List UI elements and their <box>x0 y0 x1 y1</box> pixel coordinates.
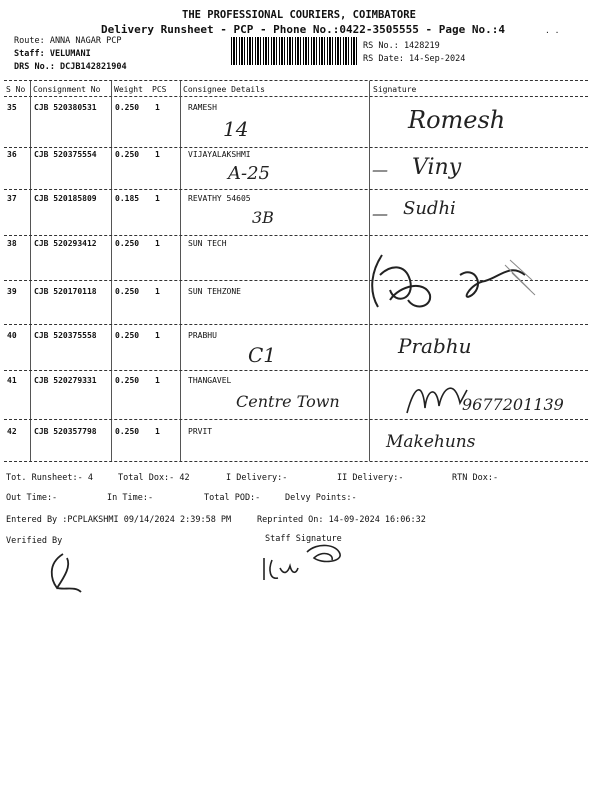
divider <box>4 461 588 462</box>
row-consignment: CJB 520380531 <box>34 103 97 112</box>
handwritten-note: Centre Town <box>236 392 340 411</box>
column-line <box>111 81 112 461</box>
divider <box>4 370 588 371</box>
column-line <box>180 81 181 461</box>
row-signature: Makehuns <box>386 432 476 452</box>
row-pcs: 1 <box>155 427 160 436</box>
row-weight: 0.250 <box>115 331 140 340</box>
dash-mark: — <box>372 160 388 179</box>
dash-mark: — <box>372 204 388 223</box>
row-weight: 0.250 <box>115 103 140 112</box>
row-consignee: THANGAVEL <box>188 376 232 385</box>
rs-number: RS No.: 1428219 <box>363 41 440 51</box>
out-time: Out Time:- <box>6 493 58 503</box>
row-pcs: 1 <box>155 331 160 340</box>
company-title: THE PROFESSIONAL COURIERS, COIMBATORE <box>182 9 416 21</box>
total-dox: Total Dox:- 42 <box>118 473 190 483</box>
row-consignee: RAMESH <box>188 103 217 112</box>
verifier-signature <box>45 550 85 595</box>
row-consignment: CJB 520357798 <box>34 427 97 436</box>
staff-signature <box>262 540 352 585</box>
total-pod: Total POD:- <box>204 493 261 503</box>
row-sno: 41 <box>7 376 17 385</box>
col-consignment: Consignment No <box>33 85 101 94</box>
ii-delivery: II Delivery:- <box>337 473 404 483</box>
rtn-dox: RTN Dox:- <box>452 473 499 483</box>
row-consignee: SUN TECH <box>188 239 227 248</box>
route-label: Route: ANNA NAGAR PCP <box>14 36 122 46</box>
handwritten-note: C1 <box>248 343 277 367</box>
divider <box>4 96 588 97</box>
col-weight: Weight <box>114 85 143 94</box>
row-sno: 37 <box>7 194 17 203</box>
row-pcs: 1 <box>155 287 160 296</box>
staff-signature-label: Staff Signature <box>265 534 342 544</box>
column-line <box>30 81 31 461</box>
row-signature: Viny <box>412 155 462 180</box>
row-consignment: CJB 520185809 <box>34 194 97 203</box>
col-pcs: PCS <box>152 85 167 94</box>
row-pcs: 1 <box>155 103 160 112</box>
row-consignment: CJB 520170118 <box>34 287 97 296</box>
row-sno: 39 <box>7 287 17 296</box>
row-signature: 9677201139 <box>462 395 564 414</box>
row-sno: 38 <box>7 239 17 248</box>
divider <box>4 80 588 81</box>
row-weight: 0.250 <box>115 376 140 385</box>
col-signature: Signature <box>373 85 417 94</box>
col-sno: S No <box>6 85 26 94</box>
row-sno: 35 <box>7 103 17 112</box>
row-signature: Prabhu <box>398 334 472 358</box>
divider <box>4 147 588 148</box>
row-consignee: SUN TEHZONE <box>188 287 241 296</box>
corner-mark: · · <box>545 28 560 37</box>
row-pcs: 1 <box>155 194 160 203</box>
row-pcs: 1 <box>155 376 160 385</box>
row-signature: Romesh <box>408 106 506 134</box>
scribble-signature <box>360 245 540 320</box>
row-pcs: 1 <box>155 239 160 248</box>
row-consignee: PRVIT <box>188 427 213 436</box>
row-weight: 0.250 <box>115 239 140 248</box>
barcode <box>231 37 357 65</box>
runsheet-subtitle: Delivery Runsheet - PCP - Phone No.:0422-3505555 - Page No.:4 <box>101 23 505 36</box>
row-consignment: CJB 520293412 <box>34 239 97 248</box>
reprinted-on: Reprinted On: 14-09-2024 16:06:32 <box>257 515 426 525</box>
verified-by: Verified By <box>6 536 63 546</box>
row-weight: 0.250 <box>115 287 140 296</box>
rs-date: RS Date: 14-Sep-2024 <box>363 54 466 64</box>
row-consignee: REVATHY 54605 <box>188 194 251 203</box>
divider <box>4 419 588 420</box>
divider <box>4 324 588 325</box>
row-sno: 36 <box>7 150 17 159</box>
handwritten-note: 14 <box>223 117 249 141</box>
row-signature: Sudhi <box>403 198 456 219</box>
row-weight: 0.250 <box>115 427 140 436</box>
row-weight: 0.250 <box>115 150 140 159</box>
row-consignment: CJB 520279331 <box>34 376 97 385</box>
entered-by: Entered By :PCPLAKSHMI 09/14/2024 2:39:58 PM <box>6 515 232 525</box>
delvy-points: Delvy Points:- <box>285 493 357 503</box>
total-runsheet: Tot. Runsheet:- 4 <box>6 473 93 483</box>
row-sno: 40 <box>7 331 17 340</box>
row-consignee: VIJAYALAKSHMI <box>188 150 251 159</box>
handwritten-note: A-25 <box>228 163 270 184</box>
col-consignee: Consignee Details <box>183 85 265 94</box>
row-sno: 42 <box>7 427 17 436</box>
staff-label: Staff: VELUMANI <box>14 49 91 59</box>
row-consignment: CJB 520375554 <box>34 150 97 159</box>
row-consignment: CJB 520375558 <box>34 331 97 340</box>
row-pcs: 1 <box>155 150 160 159</box>
divider <box>4 235 588 236</box>
in-time: In Time:- <box>107 493 154 503</box>
row-consignee: PRABHU <box>188 331 217 340</box>
row-weight: 0.185 <box>115 194 140 203</box>
divider <box>4 189 588 190</box>
drs-number: DRS No.: DCJB142821904 <box>14 62 127 72</box>
handwritten-note: 3B <box>252 208 274 227</box>
i-delivery: I Delivery:- <box>226 473 288 483</box>
